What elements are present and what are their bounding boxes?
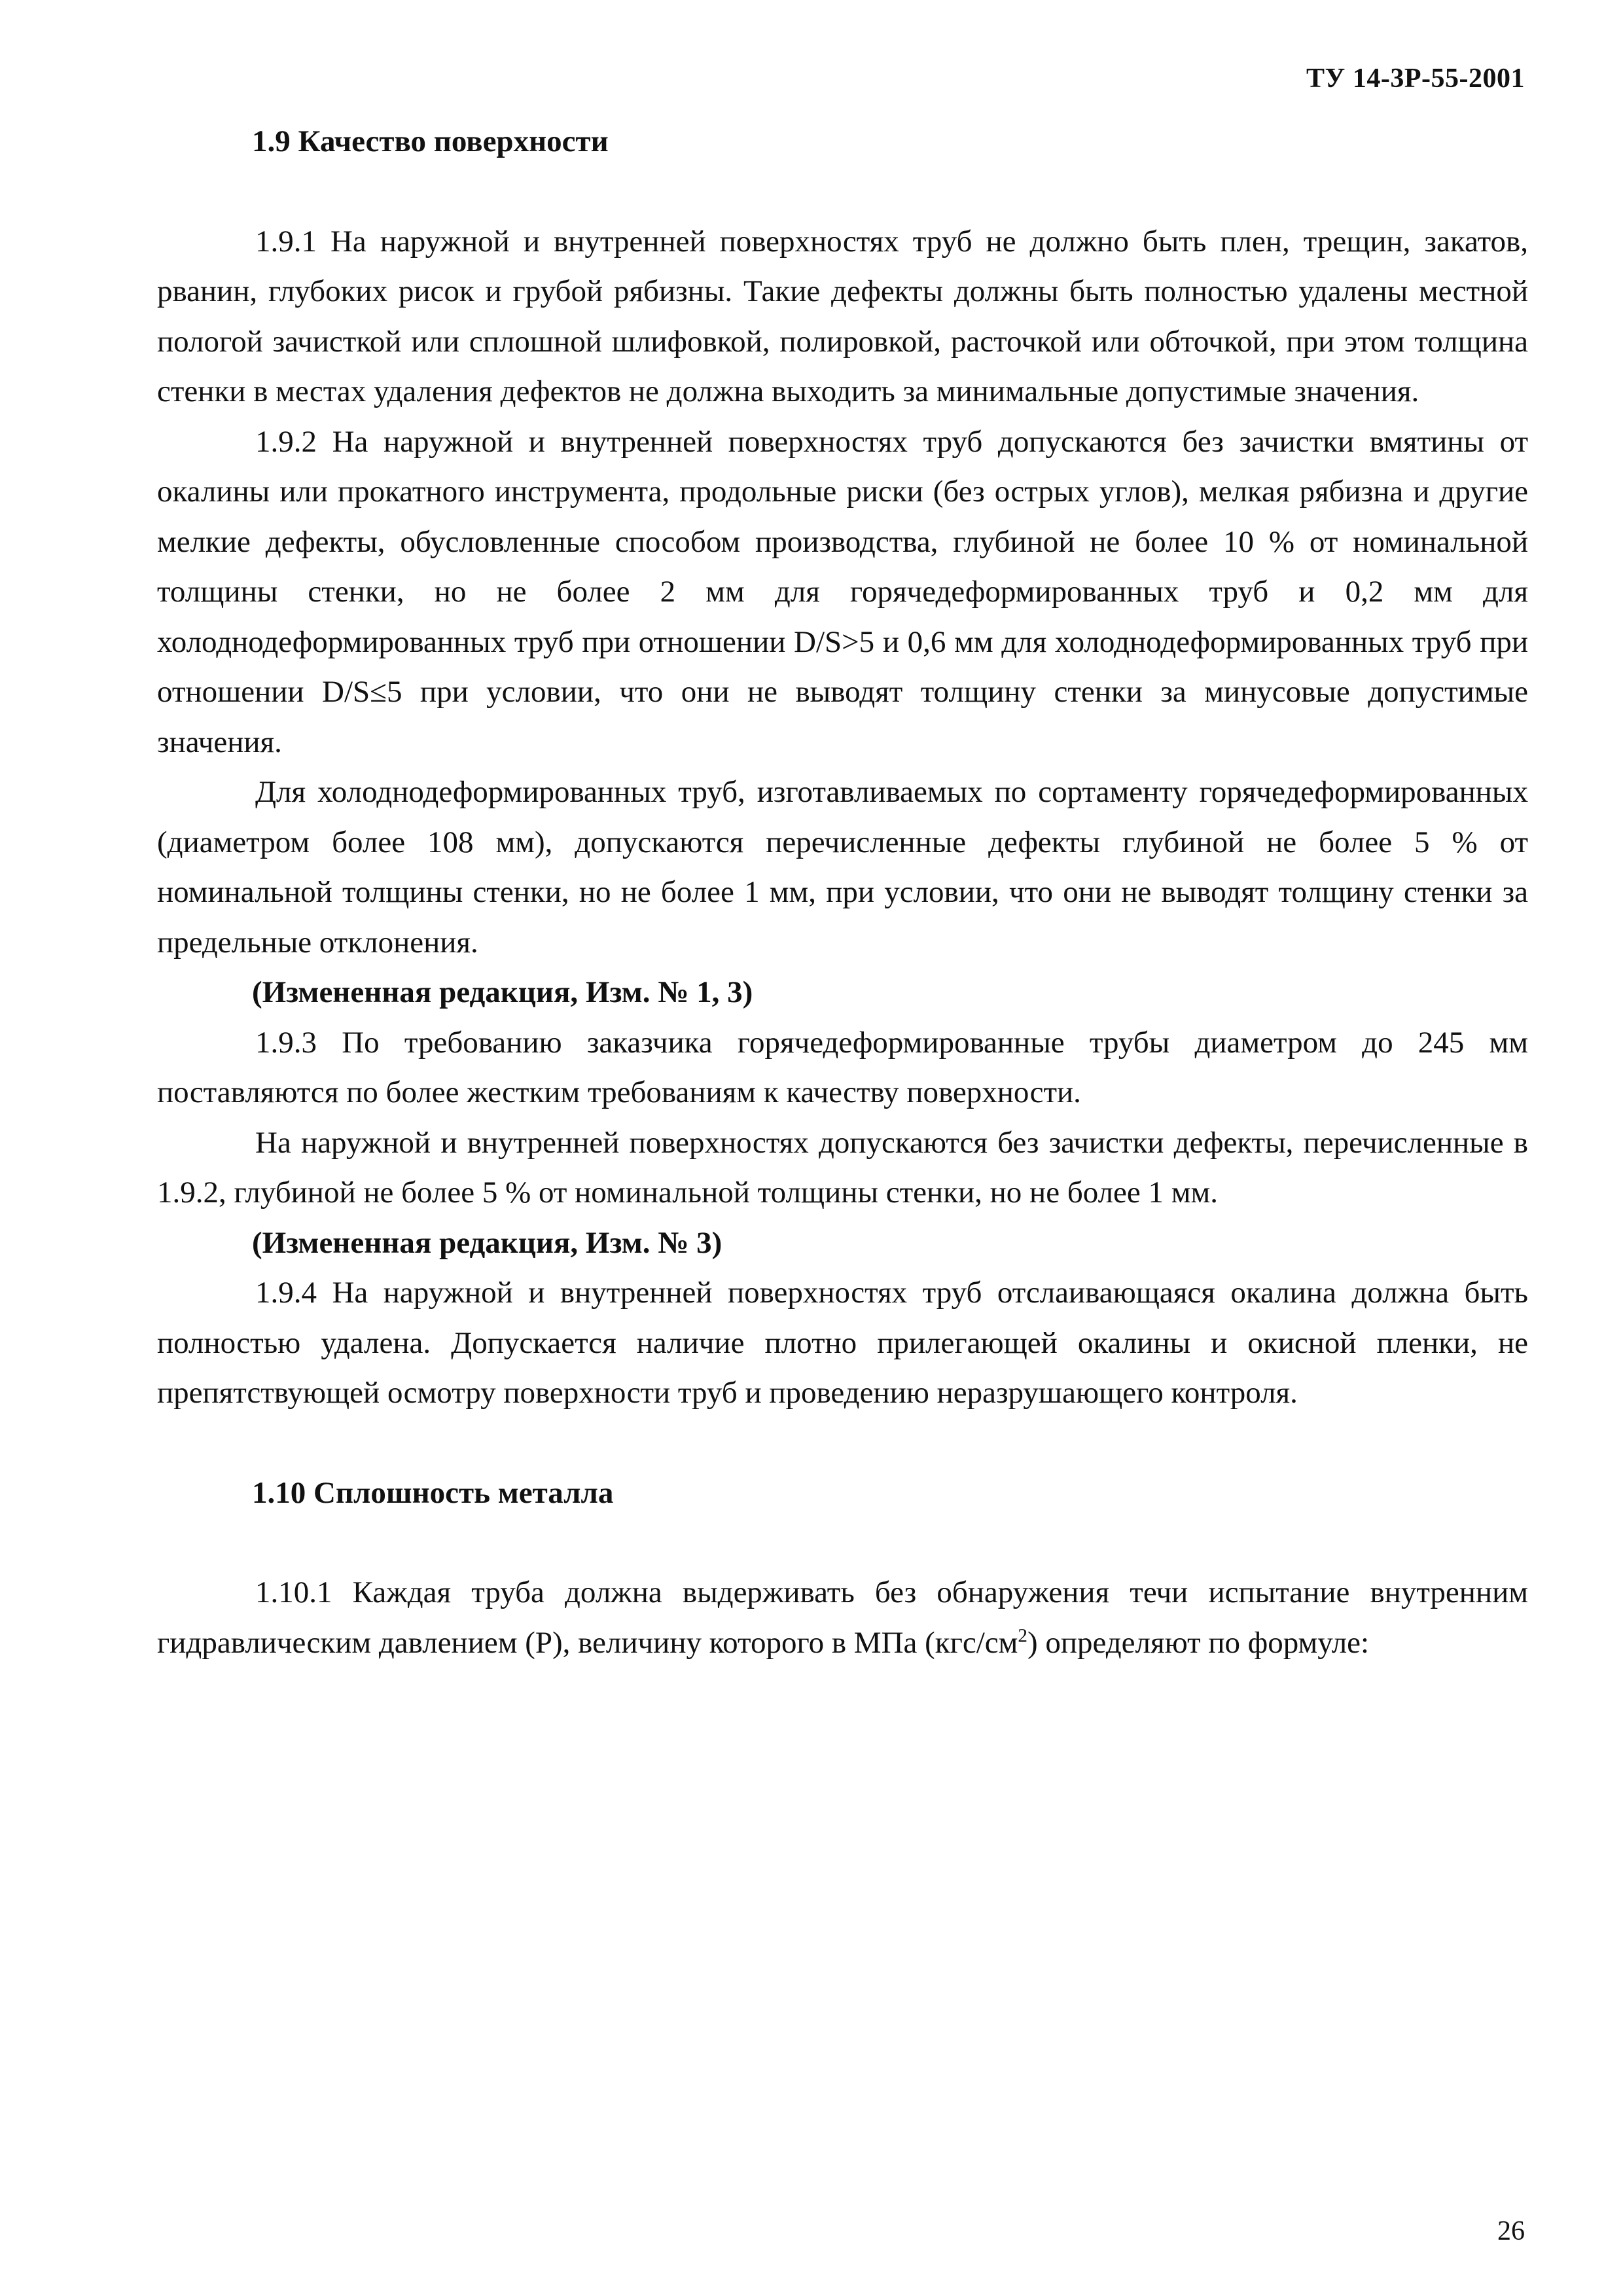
page-body bbox=[157, 117, 1528, 1668]
amendment-note-1: (Измененная редакция, Изм. № 1, 3) bbox=[252, 975, 753, 1009]
paragraph-1-9-3: 1.9.3 По требованию заказчика горячедеформированные трубы диаметром до 245 мм поставляются по более жестким требованиям к качеству поверхности. bbox=[157, 1025, 1528, 1109]
page-number: 26 bbox=[1497, 2216, 1525, 2246]
superscript-2: 2 bbox=[1018, 1624, 1027, 1646]
paragraph-1-10-1 bbox=[157, 1568, 1528, 1668]
paragraph-1-9-2: 1.9.2 На наружной и внутренней поверхностях труб допускаются без зачистки вмятины от окалины или прокатного инструмента, продольные риски (без острых углов), мелкая рябизна и другие мелкие дефекты, обусловленные способом производства, глубиной не более 10 % от номинальной толщины стенки, но не более 2 мм для горячедеформированных труб и 0,2 мм для холоднодеформированных труб при отношении D/S>5 и 0,6 мм для холоднодеформированных труб при отношении D/S≤5 при условии, что они не выводят толщину стенки за минусовые допустимые значения. bbox=[157, 424, 1528, 759]
paragraph-1-9-3-b: На наружной и внутренней поверхностях допускаются без зачистки дефекты, перечисленные в 1.9.2, глубиной не более 5 % от номинальной толщины стенки, но не более 1 мм. bbox=[157, 1125, 1528, 1210]
section-heading-1-10: 1.10 Сплошность металла bbox=[252, 1475, 614, 1510]
paragraph-1-9-1: 1.9.1 На наружной и внутренней поверхностях труб не должно быть плен, трещин, закатов, рванин, глубоких рисок и грубой рябизны. Такие дефекты должны быть полностью удалены местной пологой зачисткой или сплошной шлифовкой, полировкой, расточкой или обточкой, при этом толщина стенки в местах удаления дефектов не должна выходить за минимальные допустимые значения. bbox=[157, 224, 1528, 408]
spacer bbox=[157, 167, 1528, 217]
paragraph-1-10-1-part-b: ) определяют по формуле: bbox=[1027, 1625, 1370, 1660]
paragraph-1-9-4: 1.9.4 На наружной и внутренней поверхностях труб отслаивающаяся окалина должна быть полностью удалена. Допускается наличие плотно прилегающей окалины и окисной пленки, не препятствующей осмотру поверхности труб и проведению неразрушающего контроля. bbox=[157, 1276, 1528, 1410]
document-code: ТУ 14-3Р-55-2001 bbox=[1306, 63, 1525, 94]
spacer bbox=[157, 1418, 1528, 1468]
spacer bbox=[157, 1518, 1528, 1568]
paragraph-1-10-1-part-a: 1.10.1 Каждая труба должна выдерживать без обнаружения течи испытание внутренним гидравлическим давлением (Р), величину которого в МПа (кгс/см bbox=[157, 1575, 1528, 1660]
paragraph-1-9-2-cold: Для холоднодеформированных труб, изготавливаемых по сортаменту горячедеформированных (диаметром более 108 мм), допускаются перечисленные дефекты глубиной не более 5 % от номинальной толщины стенки, но не более 1 мм, при условии, что они не выводят толщину стенки за предельные отклонения. bbox=[157, 775, 1528, 960]
amendment-note-2: (Измененная редакция, Изм. № 3) bbox=[252, 1225, 722, 1260]
section-heading-1-9: 1.9 Качество поверхности bbox=[252, 124, 609, 158]
